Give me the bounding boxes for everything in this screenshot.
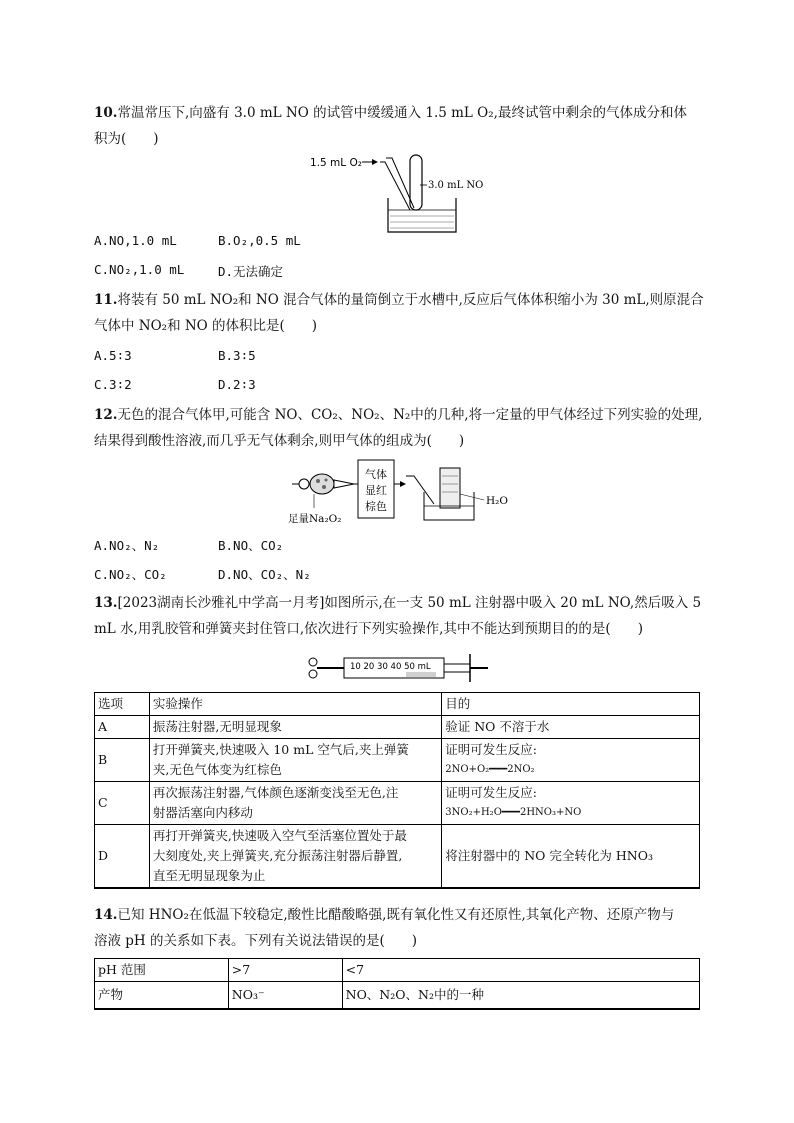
q10-test-tube-figure (300, 150, 530, 235)
question-12 (94, 402, 704, 454)
question-11 (94, 287, 704, 339)
q10-option-a[interactable]: A.NO,1.0 mL (94, 233, 177, 248)
q13-stem-line1 (94, 590, 704, 616)
question-10 (94, 100, 704, 152)
q12-option-d[interactable]: D.NO、CO₂、N₂ (218, 567, 311, 582)
q11-option-b[interactable]: B.3∶5 (218, 348, 256, 363)
q13-row-b-option: B (95, 739, 150, 782)
question-13 (94, 590, 704, 642)
question-14 (94, 902, 704, 954)
q13-row-c-op-line1: 再次振荡注射器,气体颜色逐渐变浅至无色,注 (152, 785, 399, 800)
q10-option-d[interactable]: D.无法确定 (218, 264, 284, 279)
q14-number: 14. (94, 907, 118, 923)
q13-table-row (95, 782, 700, 825)
q14-stem-line1 (94, 902, 704, 928)
q13-stem-text: [2023湖南长沙雅礼中学高一月考]如图所示,在一支 50 mL 注射器中吸入 20 mL NO,然后吸入 5 (117, 595, 702, 611)
q13-row-d-option: D (95, 825, 150, 889)
q12-option-a[interactable]: A.NO₂、N₂ (94, 538, 160, 553)
q11-stem-text: 将装有 50 mL NO₂和 NO 混合气体的量筒倒立于水槽中,反应后气体体积缩小为 30 mL,则原混合 (117, 292, 704, 308)
q13-syringe-figure (306, 652, 490, 684)
q14-ph-lt7: <7 (342, 959, 699, 982)
q14-ph-label: pH 范围 (95, 959, 229, 982)
q13-row-c-operation (149, 782, 441, 825)
q13-row-c-option: C (95, 782, 150, 825)
q10-stem-line2: 积为( ) (94, 131, 159, 147)
q13-header-goal: 目的 (442, 693, 700, 716)
q13-row-d-goal (442, 825, 700, 889)
q13-table-row (95, 739, 700, 782)
q12-fig-box-line2: 显红 (365, 484, 387, 497)
q13-row-c-goal (442, 782, 700, 825)
q12-option-c[interactable]: C.NO₂、CO₂ (94, 567, 167, 582)
q13-row-d-op-line3: 直至无明显现象为止 (152, 868, 266, 883)
q13-row-a-goal (442, 716, 700, 739)
q13-stem-line2: mL 水,用乳胶管和弹簧夹封住管口,依次进行下列实验操作,其中不能达到预期目的的是( ) (94, 621, 643, 637)
q11-number: 11. (94, 292, 118, 308)
q10-fig-o2-label: 1.5 mL O₂ (310, 157, 362, 169)
q13-row-b-goal (442, 739, 700, 782)
q13-header-operation: 实验操作 (149, 693, 441, 716)
q10-fig-no-label: 3.0 mL NO (428, 180, 484, 191)
q13-row-d-op-line1: 再打开弹簧夹,快速吸入空气至活塞位置处于最 (152, 828, 407, 843)
q13-table-row (95, 825, 700, 889)
q10-option-b[interactable]: B.O₂,0.5 mL (218, 233, 301, 248)
q10-stem-text: 常温常压下,向盛有 3.0 mL NO 的试管中缓缓通入 1.5 mL O₂,最终试管中剩余的气体成分和体 (117, 105, 687, 121)
q13-row-a-op-line1: 振荡注射器,无明显现象 (152, 719, 282, 734)
q12-stem-line2: 结果得到酸性溶液,而几乎无气体剩余,则甲气体的组成为( ) (94, 433, 465, 449)
q12-option-b[interactable]: B.NO、CO₂ (218, 538, 284, 553)
q12-fig-na2o2-label: 足量Na₂O₂ (288, 513, 342, 525)
q13-row-c-equation: 3NO₂+H₂O━━━2HNO₃+NO (445, 807, 582, 818)
q13-row-a-option: A (95, 716, 150, 739)
q14-ph-gt7: >7 (228, 959, 342, 982)
q13-table (94, 692, 700, 889)
q12-stem-text: 无色的混合气体甲,可能含 NO、CO₂、NO₂、N₂中的几种,将一定量的甲气体经过下列实验的处理, (117, 407, 703, 423)
q12-apparatus-figure (284, 456, 524, 528)
q13-number: 13. (94, 595, 118, 611)
q13-row-a-operation (149, 716, 441, 739)
q14-stem-text: 已知 HNO₂在低温下较稳定,酸性比醋酸略强,既有氧化性又有还原性,其氧化产物、还原产物与 (117, 907, 675, 923)
q10-number: 10. (94, 105, 118, 121)
q12-fig-box-line3: 棕色 (365, 500, 387, 513)
q14-table-row-ph (95, 959, 700, 982)
q13-row-b-goal-line1: 证明可发生反应: (445, 742, 537, 757)
q13-row-b-equation: 2NO+O₂━━━2NO₂ (445, 764, 535, 775)
q13-row-b-operation (149, 739, 441, 782)
q11-stem-line2: 气体中 NO₂和 NO 的体积比是( ) (94, 318, 318, 334)
q12-number: 12. (94, 407, 118, 423)
q13-header-option: 选项 (95, 693, 150, 716)
q14-table (94, 958, 700, 1010)
q11-option-d[interactable]: D.2∶3 (218, 377, 256, 392)
q12-stem-line1 (94, 402, 704, 428)
q12-fig-box-line1: 气体 (365, 468, 387, 481)
q10-option-c[interactable]: C.NO₂,1.0 mL (94, 262, 185, 277)
q13-row-d-operation (149, 825, 441, 889)
q13-row-d-goal-line1: 将注射器中的 NO 完全转化为 HNO₃ (445, 848, 653, 863)
q13-row-d-op-line2: 大刻度处,夹上弹簧夹,充分振荡注射器后静置, (152, 848, 403, 863)
q13-row-c-goal-line1: 证明可发生反应: (445, 785, 537, 800)
q13-table-row (95, 716, 700, 739)
q13-row-b-op-line1: 打开弹簧夹,快速吸入 10 mL 空气后,夹上弹簧 (152, 742, 409, 757)
q12-fig-h2o-label: H₂O (486, 495, 508, 507)
q13-row-a-goal-line1: 验证 NO 不溶于水 (445, 719, 550, 734)
q14-product-label: 产物 (95, 982, 229, 1010)
q14-table-row-product (95, 982, 700, 1010)
q13-table-header (95, 693, 700, 716)
q13-fig-scale: 10 20 30 40 50 mL (350, 662, 431, 672)
q11-option-c[interactable]: C.3∶2 (94, 377, 132, 392)
q10-stem-line1 (94, 100, 704, 126)
q13-row-c-op-line2: 射器活塞向内移动 (152, 805, 253, 820)
q13-row-b-op-line2: 夹,无色气体变为红棕色 (152, 762, 282, 777)
q11-option-a[interactable]: A.5∶3 (94, 348, 132, 363)
q14-product-gt7: NO₃⁻ (228, 982, 342, 1010)
q11-stem-line1 (94, 287, 704, 313)
q14-product-lt7: NO、N₂O、N₂中的一种 (342, 982, 699, 1010)
q14-stem-line2: 溶液 pH 的关系如下表。下列有关说法错误的是( ) (94, 933, 418, 949)
